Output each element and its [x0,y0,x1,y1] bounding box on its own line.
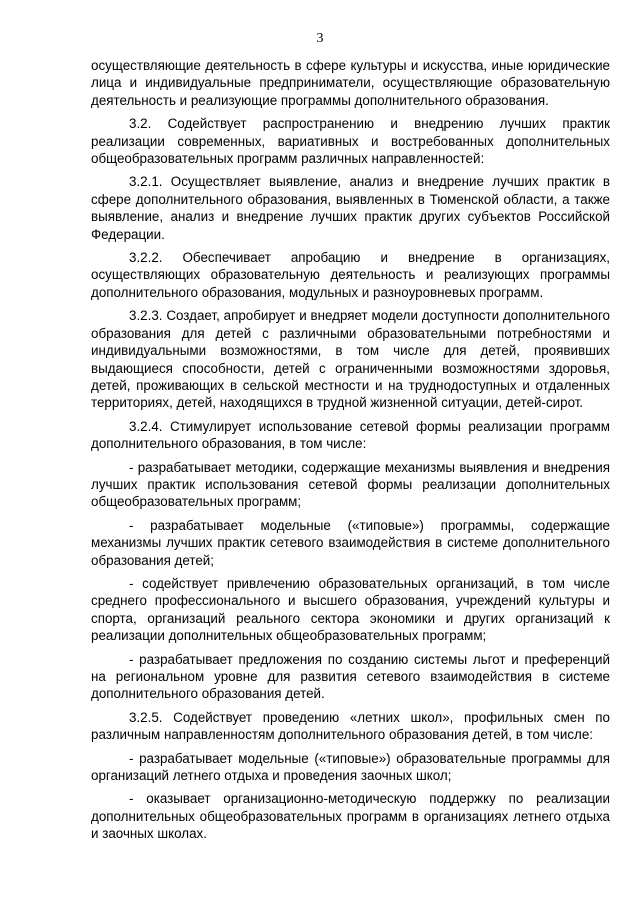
paragraph-continuation: осуществляющие деятельность в сфере культуры и искусства, иные юридические лица и индивидуальные предприниматели, осуществляющие образовательную деятельность и реализующие программы дополнительного образования. [91,58,610,108]
list-item: - разрабатывает модельные («типовые») образовательные программы для организаций летнего отдыха и проведения заочных школ; [91,750,610,784]
paragraph-3-2: 3.2. Содействует распространению и внедрению лучших практик реализации современных, вариативных и востребованных дополнительных общеобразовательных программ различных направленностей: [91,116,610,167]
list-item: - оказывает организационно-методическую поддержку по реализации дополнительных общеобразовательных программ в организациях летнего отдыха и заочных школах. [91,791,610,842]
paragraph-3-2-1: 3.2.1. Осуществляет выявление, анализ и внедрение лучших практик в сфере дополнительного образования, выявленных в Тюменской области, а также выявление, анализ и внедрение лучших практик других субъектов Российской Федерации. [91,174,610,242]
page-number: 3 [316,31,324,46]
paragraph-3-2-3: 3.2.3. Создает, апробирует и внедряет модели доступности дополнительного образования для детей с различными образовательными потребностями и индивидуальными возможностями, в том числе для детей, проявивших выдающиеся способности, детей с ограниченными возможностями здоровья, детей, проживающих в сельской местности и на труднодоступных и отдаленных территориях, детей, находящихся в трудной жизненной ситуации, детей-сирот. [91,308,610,411]
paragraph-3-2-5: 3.2.5. Содействует проведению «летних школ», профильных смен по различным направленностям дополнительного образования детей, в том числе: [91,709,610,743]
paragraph-3-2-4: 3.2.4. Стимулирует использование сетевой формы реализации программ дополнительного образования, в том числе: [91,418,610,452]
document-body [91,57,610,849]
list-item: - разрабатывает предложения по созданию системы льгот и преференций на региональном уровне для развития сетевого взаимодействия в системе дополнительного образования детей. [91,651,610,702]
paragraph-3-2-2: 3.2.2. Обеспечивает апробацию и внедрение в организациях, осуществляющих образовательную деятельность и реализующих программы дополнительного образования, модульных и разноуровневых программ. [91,250,610,300]
list-item: - разрабатывает модельные («типовые») программы, содержащие механизмы лучших практик сетевого взаимодействия в системе дополнительного образования детей; [91,517,610,568]
list-item: - содействует привлечению образовательных организаций, в том числе среднего профессионального и высшего образования, учреждений культуры и спорта, организаций реального сектора экономики и других организаций к реализации дополнительных общеобразовательных программ; [91,575,610,644]
list-item: - разрабатывает методики, содержащие механизмы выявления и внедрения лучших практик использования сетевой формы реализации дополнительных общеобразовательных программ; [91,459,610,510]
